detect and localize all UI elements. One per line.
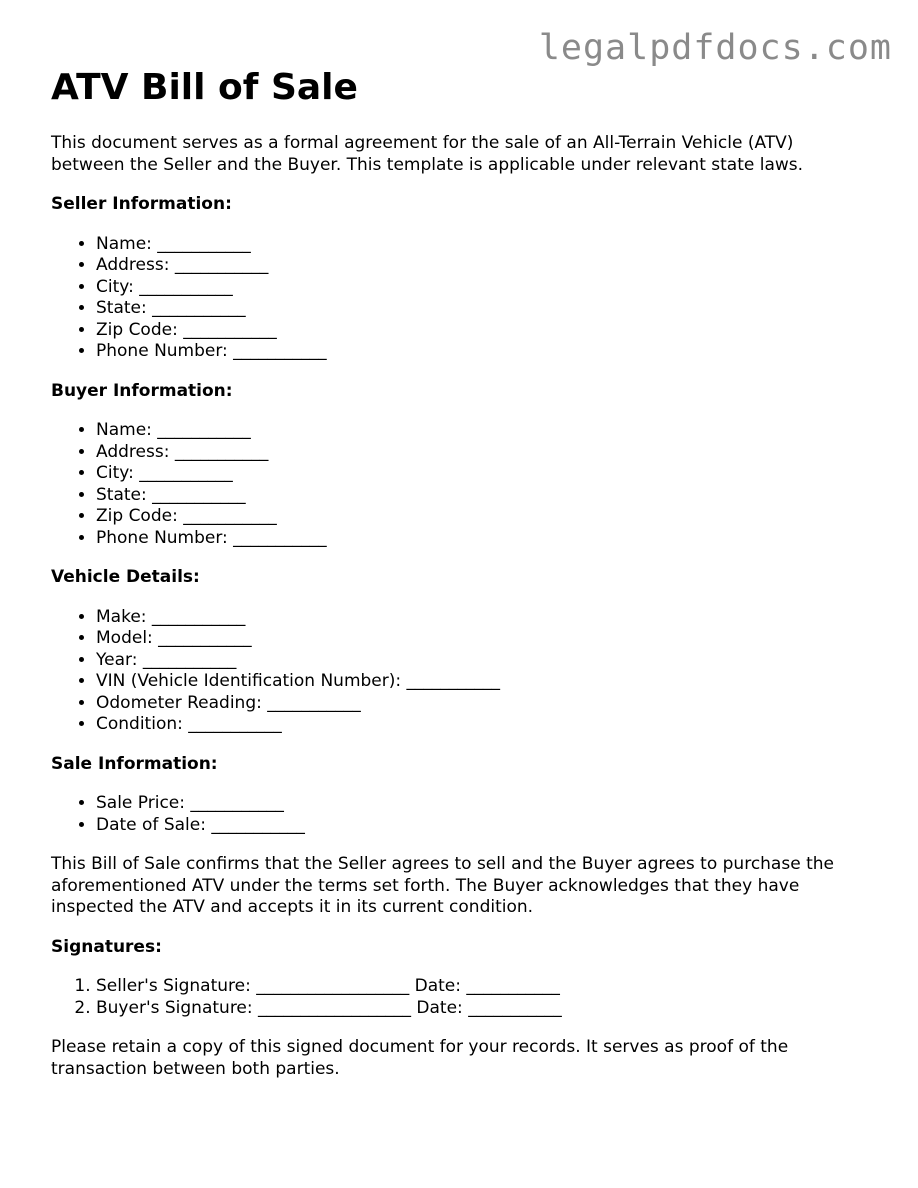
intro-paragraph: This document serves as a formal agreement for the sale of an All-Terrain Vehicle (ATV) between the Seller and the Buyer. This template is applicable under relevant state laws. — [51, 133, 804, 175]
seller-state-field: • State: ___________ — [96, 298, 871, 320]
vehicle-model-field: • Model: ___________ — [96, 628, 871, 650]
watermark: legalpdfdocs.com — [538, 28, 892, 68]
sale-heading: Sale Information: — [51, 753, 218, 774]
buyer-signature-line: 2. Buyer's Signature: __________________ Date: ___________ — [96, 998, 871, 1020]
closing-paragraph: Please retain a copy of this signed document for your records. It serves as proof of the transaction between both parties. — [51, 1037, 789, 1079]
vehicle-list — [51, 607, 871, 736]
seller-heading: Seller Information: — [51, 194, 232, 214]
buyer-city-field: • City: ___________ — [96, 463, 871, 485]
vehicle-heading: Vehicle Details: — [51, 567, 200, 587]
buyer-phone-field: • Phone Number: ___________ — [96, 528, 871, 550]
buyer-list — [51, 420, 871, 549]
buyer-zip-field: • Zip Code: ___________ — [96, 506, 871, 528]
sale-date-field: • Date of Sale: ___________ — [96, 815, 871, 837]
seller-address-field: • Address: ___________ — [96, 255, 871, 277]
sale-list — [51, 793, 871, 836]
seller-list — [51, 234, 871, 363]
vehicle-condition-field: • Condition: ___________ — [96, 714, 871, 736]
seller-name-field: • Name: ___________ — [96, 234, 871, 256]
seller-signature-line: 1. Seller's Signature: __________________ Date: ___________ — [96, 976, 871, 998]
sale-price-field: • Sale Price: ___________ — [96, 793, 871, 815]
signatures-heading: Signatures: — [51, 936, 162, 957]
vehicle-odometer-field: • Odometer Reading: ___________ — [96, 693, 871, 715]
buyer-name-field: • Name: ___________ — [96, 420, 871, 442]
vehicle-year-field: • Year: ___________ — [96, 650, 871, 672]
buyer-address-field: • Address: ___________ — [96, 442, 871, 464]
vehicle-make-field: • Make: ___________ — [96, 607, 871, 629]
vehicle-vin-field: • VIN (Vehicle Identification Number): ___________ — [96, 671, 871, 693]
seller-phone-field: • Phone Number: ___________ — [96, 341, 871, 363]
document-page — [51, 66, 871, 1080]
confirmation-paragraph: This Bill of Sale confirms that the Seller agrees to sell and the Buyer agrees to purchase the aforementioned ATV under the terms set forth. The Buyer acknowledges that they have inspected the ATV and accepts it in its current condition. — [51, 854, 834, 917]
buyer-state-field: • State: ___________ — [96, 485, 871, 507]
seller-city-field: • City: ___________ — [96, 277, 871, 299]
document-title: ATV Bill of Sale — [51, 67, 358, 108]
buyer-heading: Buyer Information: — [51, 380, 233, 401]
seller-zip-field: • Zip Code: ___________ — [96, 320, 871, 342]
signatures-list — [51, 976, 871, 1019]
